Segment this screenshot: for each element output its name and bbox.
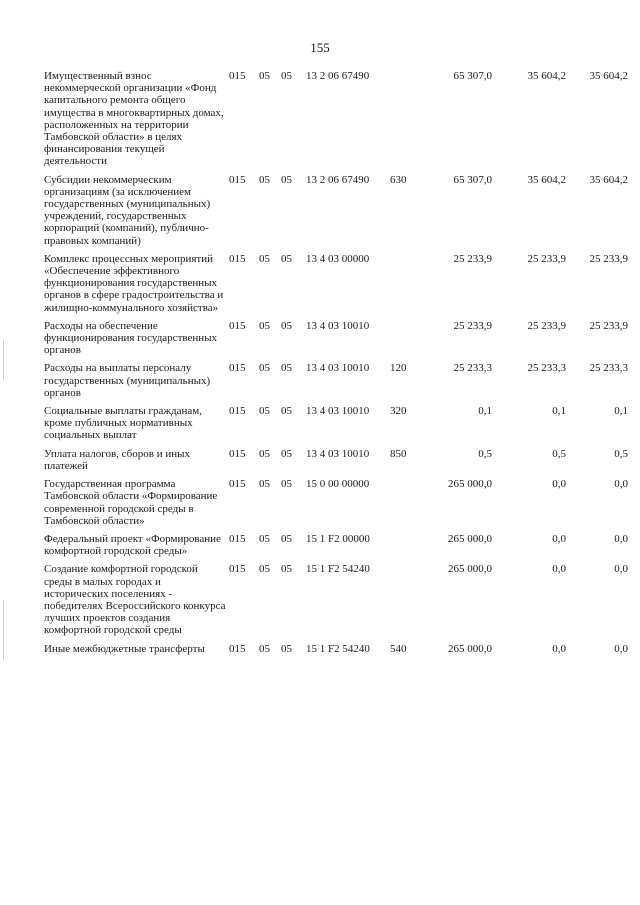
row-name: Социальные выплаты гражданам, кроме публичных нормативных социальных выплат: [44, 405, 202, 442]
target-article-code: 13 2 06 67490: [306, 70, 370, 82]
amount-year-1: 0,5: [478, 447, 492, 460]
subsection-code: 05: [281, 642, 292, 655]
row-name: Расходы на выплаты персоналу государственных (муниципальных) органов: [44, 362, 211, 399]
ministry-code: 015: [229, 642, 246, 655]
subsection-code: 05: [281, 70, 292, 82]
section-code: 05: [259, 362, 270, 375]
expense-type-code: [390, 533, 416, 563]
table-row: [44, 563, 628, 642]
target-article-code: 13 4 03 10010: [306, 447, 370, 460]
amount-year-1: 25 233,3: [453, 362, 492, 375]
expense-type-code: 120: [390, 362, 407, 375]
scan-edge-mark: [3, 600, 4, 660]
table-row: [44, 320, 628, 363]
amount-year-2: 35 604,2: [527, 70, 566, 82]
section-code: 05: [259, 319, 270, 332]
amount-year-1: 265 000,0: [448, 532, 492, 545]
amount-year-3: 0,0: [614, 532, 628, 545]
section-code: 05: [259, 563, 270, 576]
amount-year-2: 0,0: [552, 478, 566, 491]
amount-year-2: 0,5: [552, 447, 566, 460]
table-row: [44, 643, 628, 661]
amount-year-2: 25 233,9: [527, 252, 566, 265]
budget-table: [44, 70, 628, 661]
subsection-code: 05: [281, 447, 292, 460]
expense-type-code: 540: [390, 642, 407, 655]
amount-year-1: 265 000,0: [448, 642, 492, 655]
target-article-code: 15 1 F2 54240: [306, 642, 370, 655]
table-row: [44, 405, 628, 448]
ministry-code: 015: [229, 70, 246, 82]
section-code: 05: [259, 173, 270, 186]
subsection-code: 05: [281, 319, 292, 332]
amount-year-2: 0,0: [552, 563, 566, 576]
amount-year-1: 65 307,0: [453, 70, 492, 82]
table-row: [44, 448, 628, 478]
ministry-code: 015: [229, 173, 246, 186]
amount-year-3: 0,0: [614, 563, 628, 576]
ministry-code: 015: [229, 405, 246, 418]
row-name: Уплата налогов, сборов и иных платежей: [44, 447, 191, 472]
subsection-code: 05: [281, 252, 292, 265]
amount-year-2: 0,1: [552, 405, 566, 418]
expense-type-code: 320: [390, 405, 407, 418]
amount-year-1: 265 000,0: [448, 478, 492, 491]
section-code: 05: [259, 532, 270, 545]
amount-year-3: 35 604,2: [589, 173, 628, 186]
table-row: [44, 362, 628, 405]
scan-edge-mark: [3, 340, 4, 380]
section-code: 05: [259, 447, 270, 460]
subsection-code: 05: [281, 173, 292, 186]
target-article-code: 13 2 06 67490: [306, 173, 370, 186]
amount-year-3: 35 604,2: [589, 70, 628, 82]
amount-year-1: 0,1: [478, 405, 492, 418]
amount-year-2: 25 233,9: [527, 319, 566, 332]
expense-type-code: 630: [390, 173, 407, 186]
amount-year-2: 35 604,2: [527, 173, 566, 186]
ministry-code: 015: [229, 252, 246, 265]
expense-type-code: [390, 253, 416, 320]
ministry-code: 015: [229, 447, 246, 460]
amount-year-2: 0,0: [552, 532, 566, 545]
row-name: Имущественный взнос некоммерческой организации «Фонд капитального ремонта общего имущества в многоквартирных домах, расположенных на территории Тамбовской области» в целях финансирования текущей деятельности: [44, 70, 224, 168]
section-code: 05: [259, 252, 270, 265]
subsection-code: 05: [281, 405, 292, 418]
table-body: [44, 70, 628, 661]
ministry-code: 015: [229, 563, 246, 576]
amount-year-3: 0,5: [614, 447, 628, 460]
row-name: Комплекс процессных мероприятий «Обеспечение эффективного функционирования государственных органов в сфере градостроительства и жилищно-коммунального хозяйства»: [44, 252, 224, 314]
table-row: [44, 533, 628, 563]
section-code: 05: [259, 478, 270, 491]
row-name: Иные межбюджетные трансферты: [44, 642, 205, 655]
amount-year-3: 25 233,9: [589, 319, 628, 332]
section-code: 05: [259, 405, 270, 418]
amount-year-2: 0,0: [552, 642, 566, 655]
amount-year-3: 0,0: [614, 642, 628, 655]
section-code: 05: [259, 642, 270, 655]
row-name: Государственная программа Тамбовской области «Формирование современной городской среды в Тамбовской области»: [44, 478, 218, 527]
amount-year-2: 25 233,3: [527, 362, 566, 375]
target-article-code: 13 4 03 10010: [306, 405, 370, 418]
subsection-code: 05: [281, 532, 292, 545]
expense-type-code: [390, 320, 416, 363]
ministry-code: 015: [229, 532, 246, 545]
target-article-code: 15 0 00 00000: [306, 478, 370, 491]
subsection-code: 05: [281, 563, 292, 576]
table-row: [44, 174, 628, 253]
amount-year-3: 0,0: [614, 478, 628, 491]
expense-type-code: [390, 563, 416, 642]
row-name: Создание комфортной городской среды в малых городах и исторических поселениях - победителях Всероссийского конкурса лучших проектов создания комфортной городской среды: [44, 563, 226, 637]
amount-year-3: 0,1: [614, 405, 628, 418]
amount-year-1: 265 000,0: [448, 563, 492, 576]
amount-year-1: 25 233,9: [453, 319, 492, 332]
table-row: [44, 478, 628, 533]
page-number: 155: [310, 40, 330, 55]
target-article-code: 13 4 03 10010: [306, 362, 370, 375]
row-name: Федеральный проект «Формирование комфортной городской среды»: [44, 532, 221, 558]
amount-year-3: 25 233,3: [589, 362, 628, 375]
row-name: Субсидии некоммерческим организациям (за исключением государственных (муниципальных) учреждений, государственных корпораций (компаний), публично-правовых компаний): [44, 173, 211, 247]
expense-type-code: [390, 478, 416, 533]
table-row: [44, 253, 628, 320]
target-article-code: 13 4 03 10010: [306, 319, 370, 332]
subsection-code: 05: [281, 362, 292, 375]
expense-type-code: 850: [390, 447, 407, 460]
ministry-code: 015: [229, 478, 246, 491]
target-article-code: 13 4 03 00000: [306, 252, 370, 265]
table-row: [44, 70, 628, 174]
amount-year-1: 25 233,9: [453, 252, 492, 265]
target-article-code: 15 1 F2 00000: [306, 532, 370, 545]
target-article-code: 15 1 F2 54240: [306, 563, 370, 576]
ministry-code: 015: [229, 362, 246, 375]
ministry-code: 015: [229, 319, 246, 332]
amount-year-3: 25 233,9: [589, 252, 628, 265]
row-name: Расходы на обеспечение функционирования государственных органов: [44, 319, 218, 357]
section-code: 05: [259, 70, 270, 82]
expense-type-code: [390, 70, 416, 174]
amount-year-1: 65 307,0: [453, 173, 492, 186]
subsection-code: 05: [281, 478, 292, 491]
